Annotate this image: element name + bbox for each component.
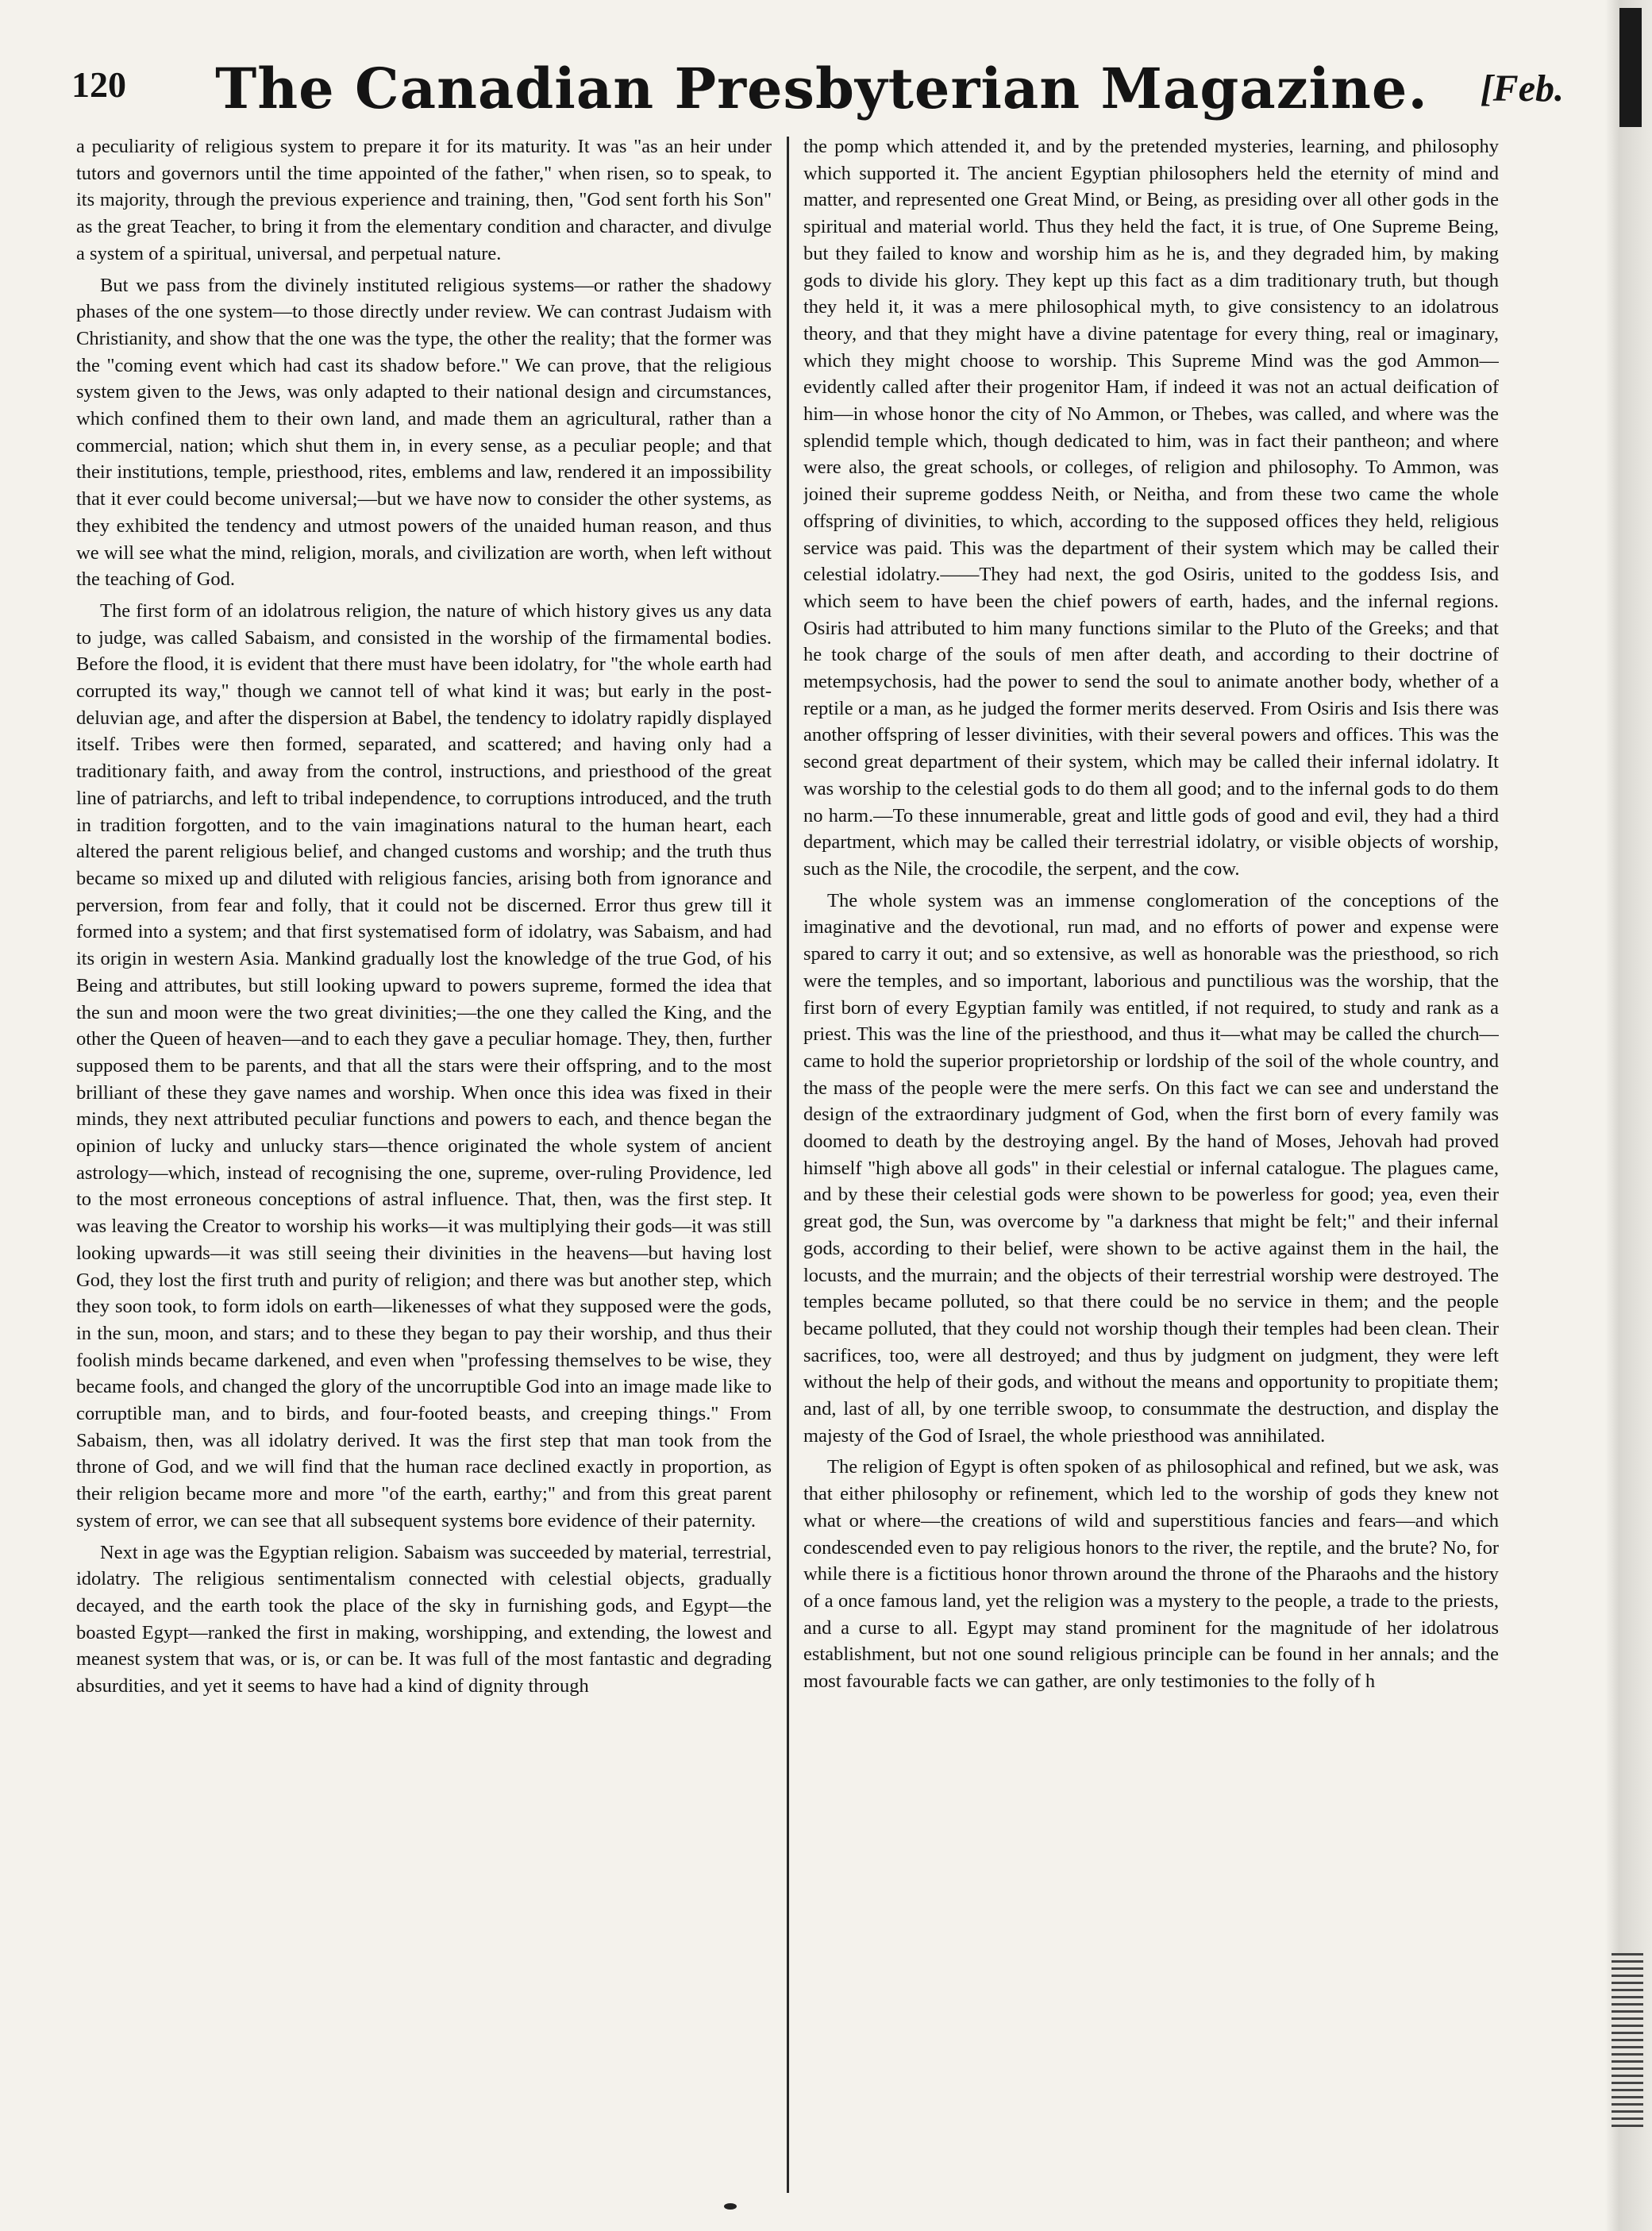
paragraph: Next in age was the Egyptian religion. Sabaism was succeeded by material, terrestrial, idolatry. The religious sentimentalism connected with celestial objects, gradually decayed, and the earth took the place of the sky in furnishing gods, and Egypt—the boasted Egypt—ranked the first in making, worshipping, and extending, the lowest and meanest system that was, or is, or can be. It was full of the most fantastic and degrading absurdities, and yet it seems to have had a kind of dignity through — [76, 1541, 772, 1697]
ink-mark — [724, 2203, 737, 2210]
paragraph: The first form of an idolatrous religion, the nature of which history gives us any data to judge, was called Sabaism, and consisted in the worship of the firmamental bodies. Before the flood, it is evident that there must have been idolatry, for "the whole earth had corrupted its way," though we cannot tell of what kind it was; but early in the post-deluvian age, and after the dispersion at Babel, the tendency to idolatry rapidly displayed itself. Tribes were then formed, separated, and scattered; and having only had a traditionary faith, and away from the control, instructions, and priesthood of the great line of patriarchs, and left to tribal independence, to corruptions introduced, and the truth in tradition forgotten, and to the vain imaginations natural to the human heart, each altered the parent religious belief, and changed customs and worship; and the truth thus became so mixed up and diluted with religious fancies, arising both from ignorance and perversion, from fear and folly, that it could not be discerned. Error thus grew till it formed into a system; and that first systematised form of idolatry, was Sabaism, and had its origin in western Asia. Mankind gradually lost the knowledge of the true God, of his Being and attributes, but still looking upward to powers supreme, formed the idea that the sun and moon were the two great divinities;—the one they called the King, and the other the Queen of heaven—and to each they gave a peculiar homage. They, then, further supposed them to be parents, and that all the stars were their offspring, and to the most brilliant of these they gave names and worship. When once this idea was fixed in their minds, they next attributed peculiar functions and powers to each, and thence began the opinion of lucky and unlucky stars—thence originated the whole system of ancient astrology—which, instead of recognising the one, supreme, over-ruling Providence, led to the most erroneous conceptions of astral influence. That, then, was the first step. It was leaving the Creator to worship his works—it was multiplying their gods—it was still looking upwards—it was still seeing their divinities in the heavens—but having lost God, they lost the first truth and purity of religion; and there was but another step, which they soon took, to form idols on earth—likenesses of what they supposed were the gods, in the sun, moon, and stars; and to these they began to pay their worship, and thus their foolish minds became darkened, and even when "professing themselves to be wise, they became fools, and changed the glory of the uncorruptible God into an image made like to corruptible man, and to birds, and four-footed beasts, and creeping things." From Sabaism, then, was all idolatry derived. It was the first step that man took from the throne of God, and we will find that the human race declined exactly in proportion, as their religion became more and more "of the earth, earthy;" and from this great parent system of error, we can see that all subsequent systems bore evidence of their paternity. — [76, 599, 772, 1532]
paragraph: But we pass from the divinely instituted religious systems—or rather the shadowy phases of the one system—to those directly under review. We can contrast Judaism with Christianity, and show that the one was the type, the other the reality; that the former was the "coming event which had cast its shadow before." We can prove, that the religious system given to the Jews, was only adapted to their national design and circumstances, which confined them to their own land, and made them an agricultural, rather than a commercial, nation; which shut them in, in every sense, as a peculiar people; and that their institutions, temple, priesthood, rites, emblems and law, rendered it an impossibility that it ever could become universal;—but we have now to consider the other systems, as they exhibited the tendency and utmost powers of the unaided human reason, and thus we will see what the mind, religion, morals, and civilization are worth, when left without the teaching of God. — [76, 274, 772, 591]
page-edge — [1605, 0, 1652, 2231]
issue-month: [Feb. — [1480, 67, 1564, 110]
paragraph: The whole system was an immense conglomeration of the conceptions of the imaginative and the devotional, run mad, and no efforts of power and expense were spared to carry it out; and so extensive, as well as honorable was the priesthood, so rich were the temples, and so important, laborious and punctilious was the worship, that the first born of every Egyptian family was entitled, if not required, to study and rank as a priest. This was the line of the priesthood, and thus it—what may be called the church—came to hold the superior proprietorship or lordship of the soil of the whole country, and the mass of the people were the mere serfs. On this fact we can see and understand the design of the extraordinary judgment of God, when the first born of every family was doomed to death by the destroying angel. By the hand of Moses, Jehovah had proved himself "high above all gods" in their celestial or infernal catalogue. The plagues came, and by these their celestial gods were shown to be powerless for good; yea, even their great god, the Sun, was overcome by "a darkness that might be felt;" and their infernal gods, according to their belief, were shown to be active against them in the hail, the locusts, and the murrain; and the objects of their terrestrial worship were destroyed. The temples became polluted, so that there could be no service in them; and the people became polluted, that they could not worship though their temples had been clean. Their sacrifices, too, were all destroyed; and thus by judgment on judgment, they were left without the help of their gods, and without the means and opportunity to propitiate them; and, last of all, by one terrible swoop, to consummate the destruction, and display the majesty of the God of Israel, the whole priesthood was annihilated. — [803, 889, 1499, 1447]
magazine-title: The Canadian Presbyterian Magazine. — [215, 56, 1428, 121]
left-column — [76, 133, 772, 2198]
page-number: 120 — [71, 64, 126, 105]
right-column — [803, 133, 1499, 2198]
page-header — [71, 56, 1564, 127]
paragraph: a peculiarity of religious system to prepare it for its maturity. It was "as an heir under tutors and governors until the time appointed of the father," when risen, so to speak, to its majority, through the previous experience and training, then, "God sent forth his Son" as the great Teacher, to bring it from the elementary condition and character, and divulge a system of a spiritual, universal, and perpetual nature. — [76, 136, 772, 264]
paragraph: The religion of Egypt is often spoken of as philosophical and refined, but we ask, was that either philosophy or refinement, which led to the worship of gods they knew not what or where—the creations of wild and superstitious fancies and fears—and which condescended even to pay religious honors to the river, the reptile, and the brute? No, for while there is a fictitious honor thrown around the throne of the Pharaohs and the history of a once famous land, yet the religion was a mystery to the people, a trade to the priests, and a curse to all. Egypt may stand prominent for the magnitude of her idolatrous establishment, but not one sound religious principle can be found in her annals; and the most favourable facts we can gather, are only testimonies to the folly of h — [803, 1456, 1499, 1693]
scan-edge-mark — [1619, 8, 1642, 127]
paragraph: the pomp which attended it, and by the pretended mysteries, learning, and philosophy which supported it. The ancient Egyptian philosophers held the eternity of mind and matter, and represented one Great Mind, or Being, as presiding over all other gods in the spiritual and material world. Thus they held the fact, it is true, of One Supreme Being, but they failed to know and worship him as he is, and they degraded him, by making gods to divide his glory. They kept up this fact as a dim traditionary truth, but though they held it, it was a mere philosophical myth, to give consistency to an idolatrous theory, and that they might have a divine patentage for every thing, real or imaginary, which they might choose to worship. This Supreme Mind was the god Ammon—evidently called after their progenitor Ham, if indeed it was not an actual deification of him—in whose honor the city of No Ammon, or Thebes, was called, and where was the splendid temple which, though dedicated to him, was in fact their pantheon; and where were also, the great schools, or colleges, of religion and philosophy. To Ammon, was joined their supreme goddess Neith, or Neitha, and from these two came the whole offspring of divinities, to which, according to the supposed offices they held, religious service was paid. This was the department of their system which may be called their celestial idolatry.——They had next, the god Osiris, united to the goddess Isis, and which seem to have been the chief powers of earth, hades, and the infernal regions. Osiris had attributed to him many functions similar to the Pluto of the Greeks; and that he took charge of the souls of men after death, and according to their doctrine of metempsychosis, had the power to send the soul to animate another body, whether of a reptile or a man, as he judged the former merits deserved. From Osiris and Isis there was another offspring of lesser divinities, with their several powers and offices. This was the second great department of their system, which may be called their infernal idolatry. It was worship to the celestial gods to do them all good; and to the infernal gods to do them no harm.—To these innumerable, great and little gods of good and evil, they had a third department, which may be called their terrestrial idolatry, or visible objects of worship, such as the Nile, the crocodile, the serpent, and the cow. — [803, 136, 1499, 880]
scan-edge-mark — [1612, 1953, 1643, 2128]
column-divider — [787, 137, 789, 2193]
